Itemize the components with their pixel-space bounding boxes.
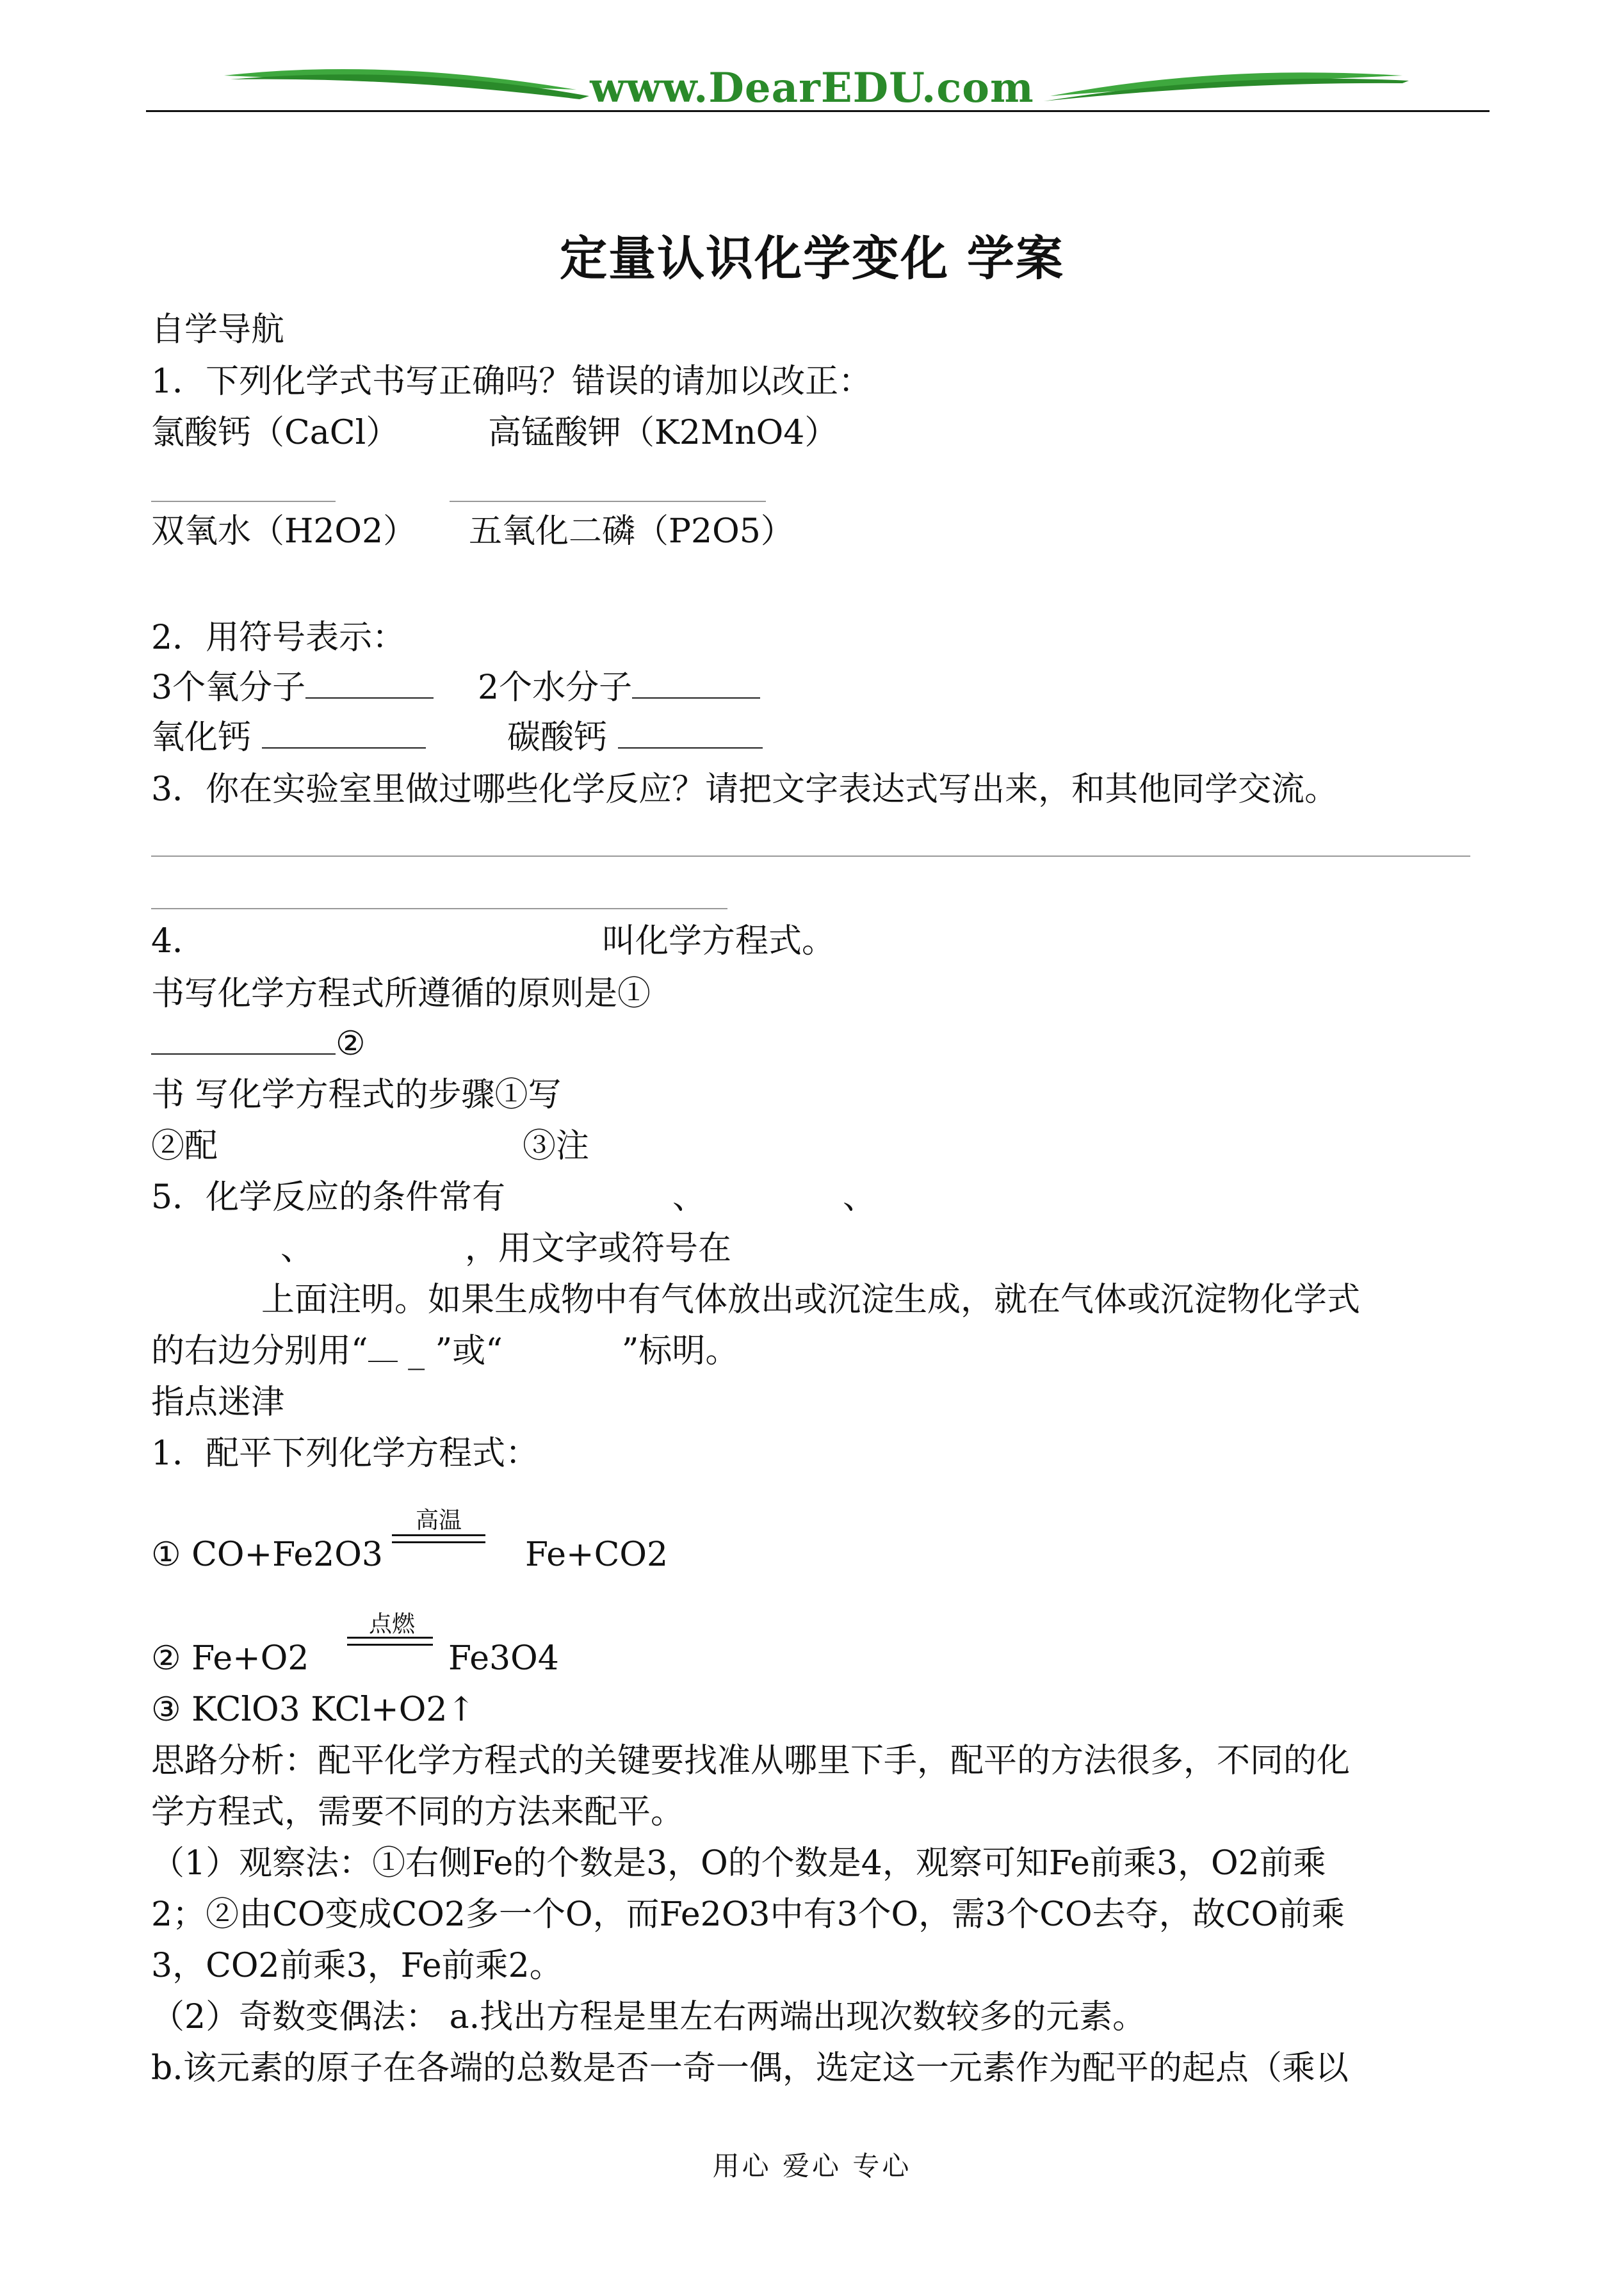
question-4-tail: 叫化学方程式。 — [602, 922, 836, 961]
principle-text: 书写化学方程式所遵循的原则是① — [151, 975, 651, 1013]
question-5-end: 的右边分别用“ _ ”或“ ”标明。 — [151, 1332, 739, 1370]
question-1: 1．下列化学式书写正确吗？错误的请加以改正： — [151, 362, 872, 401]
question-2: 2．用符号表示： — [151, 619, 406, 657]
answer-blank[interactable] — [262, 719, 426, 749]
section-heading: 指点迷津 — [151, 1383, 285, 1422]
answer-blank[interactable] — [151, 501, 336, 502]
reaction-equals-sign — [347, 1637, 433, 1646]
equation-2-left: ② Fe+O2 — [151, 1639, 309, 1678]
answer-blank[interactable] — [151, 1025, 336, 1055]
question-4: 4． — [151, 922, 206, 961]
answer-blank[interactable] — [368, 1333, 398, 1362]
answer-line[interactable] — [151, 856, 1470, 857]
question-5-middle: ，用文字或符号在 — [465, 1229, 732, 1268]
steps-text: 书 写化学方程式的步骤①写 — [151, 1076, 562, 1114]
equation-1-left: ① CO+Fe2O3 — [151, 1536, 383, 1574]
condition-high-temp: 高温 — [415, 1507, 462, 1534]
analysis-line: 学方程式，需要不同的方法来配平。 — [151, 1793, 685, 1831]
item-water-molecules: 2个水分子 — [478, 669, 760, 707]
analysis-line: 2；②由CO变成CO2多一个O，而Fe2O3中有3个O，需3个CO去夺，故CO前乘 — [151, 1895, 1345, 1934]
answer-blank[interactable] — [632, 669, 760, 699]
analysis-line: （1）观察法：①右侧Fe的个数是3，O的个数是4，观察可知Fe前乘3，O2前乘 — [151, 1844, 1326, 1883]
answer-blank[interactable] — [450, 501, 766, 502]
question-3: 3．你在实验室里做过哪些化学反应？请把文字表达式写出来，和其他同学交流。 — [151, 770, 1338, 809]
separator: 、 — [280, 1229, 314, 1268]
analysis-line: b.该元素的原子在各端的总数是否一奇一偶，选定这一元素作为配平的起点（乘以 — [151, 2049, 1349, 2088]
page-header — [0, 0, 1624, 128]
answer-blank[interactable] — [305, 669, 434, 699]
separator: 、 — [672, 1178, 706, 1217]
item-phosphorus-pentoxide: 五氧化二磷（P2O5） — [469, 512, 794, 551]
question-balance: 1．配平下列化学方程式： — [151, 1434, 539, 1473]
question-5: 5．化学反应的条件常有 — [151, 1178, 506, 1217]
analysis-line: 3，CO2前乘3，Fe前乘2。 — [151, 1947, 563, 1985]
item-calcium-chlorate: 氯酸钙（CaCl） — [151, 414, 400, 452]
reaction-equals-sign — [392, 1534, 485, 1543]
principle-second: ② — [151, 1025, 366, 1063]
site-logo-text: www.DearEDU.com — [590, 64, 1034, 112]
question-5-cont: 上面注明。如果生成物中有气体放出或沉淀生成，就在气体或沉淀物化学式 — [261, 1281, 1361, 1319]
item-calcium-oxide: 氧化钙 — [151, 718, 426, 757]
item-calcium-carbonate: 碳酸钙 — [507, 718, 763, 757]
page-footer: 用心 爱心 专心 — [712, 2150, 912, 2182]
answer-blank[interactable] — [618, 719, 763, 749]
equation-3: ③ KClO3 KCl+O2↑ — [151, 1691, 475, 1729]
condition-ignite: 点燃 — [368, 1611, 415, 1637]
header-rule — [146, 110, 1490, 112]
equation-2-right: Fe3O4 — [448, 1639, 559, 1678]
answer-line[interactable] — [151, 908, 727, 909]
item-hydrogen-peroxide: 双氧水（H2O2） — [151, 512, 417, 551]
item-oxygen-molecules: 3个氧分子 — [151, 669, 434, 707]
step-balance: ②配 — [151, 1127, 218, 1165]
separator: 、 — [843, 1178, 877, 1217]
equation-1-right: Fe+CO2 — [525, 1536, 669, 1574]
section-heading: 自学导航 — [151, 311, 285, 349]
analysis-line: 思路分析：配平化学方程式的关键要找准从哪里下手，配平的方法很多，不同的化 — [151, 1742, 1351, 1780]
analysis-line: （2）奇数变偶法： a.找出方程是里左右两端出现次数较多的元素。 — [151, 1998, 1146, 2036]
item-potassium-permanganate: 高锰酸钾（K2MnO4） — [488, 414, 838, 452]
step-annotate: ③注 — [523, 1127, 590, 1165]
page-title: 定量认识化学变化 学案 — [560, 231, 1064, 286]
